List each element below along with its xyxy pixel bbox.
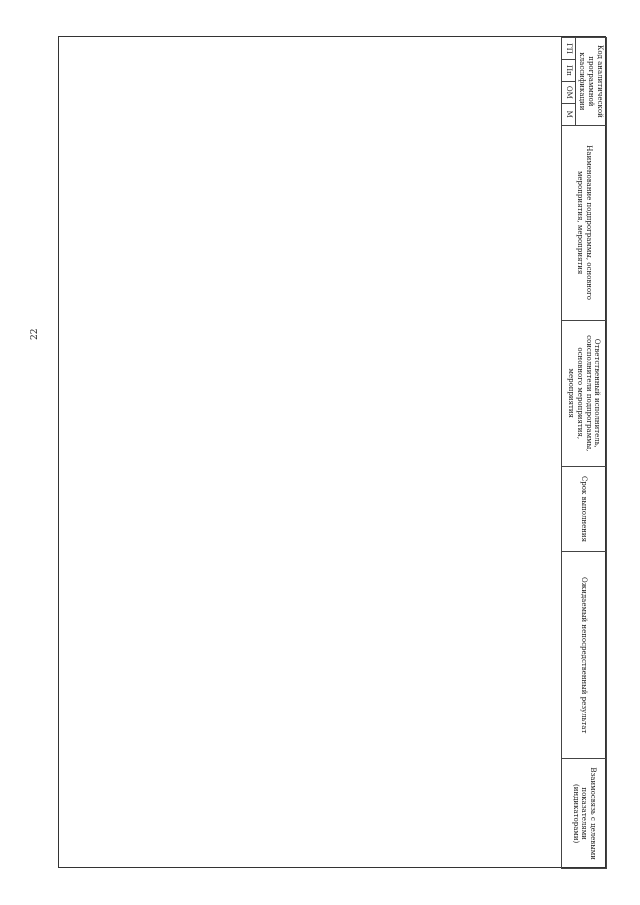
header-code-gp: ГП (562, 38, 576, 60)
header-classification: Код аналитической программной классификации (575, 38, 606, 126)
page-number: 22 (30, 328, 40, 340)
header-code-pp: Пп (562, 59, 576, 81)
table-frame (58, 36, 606, 868)
header-result: Ожидаемый непосредственный результат (562, 552, 607, 759)
header-code-m: М (562, 103, 576, 125)
header-code-om: ОМ (562, 81, 576, 103)
header-row (575, 38, 606, 869)
table-body (60, 38, 562, 869)
program-table (59, 37, 607, 869)
header-name: Наименование подпрограммы, основного мероприятия, мероприятия (562, 125, 607, 320)
header-responsible: Ответственный исполнитель, соисполнители подпрограммы, основного мероприятия, мероприятия (562, 320, 607, 466)
header-link: Взаимосвязь с целевыми показателями (индикаторами) (562, 759, 607, 869)
header-term: Срок выполнения (562, 466, 607, 551)
